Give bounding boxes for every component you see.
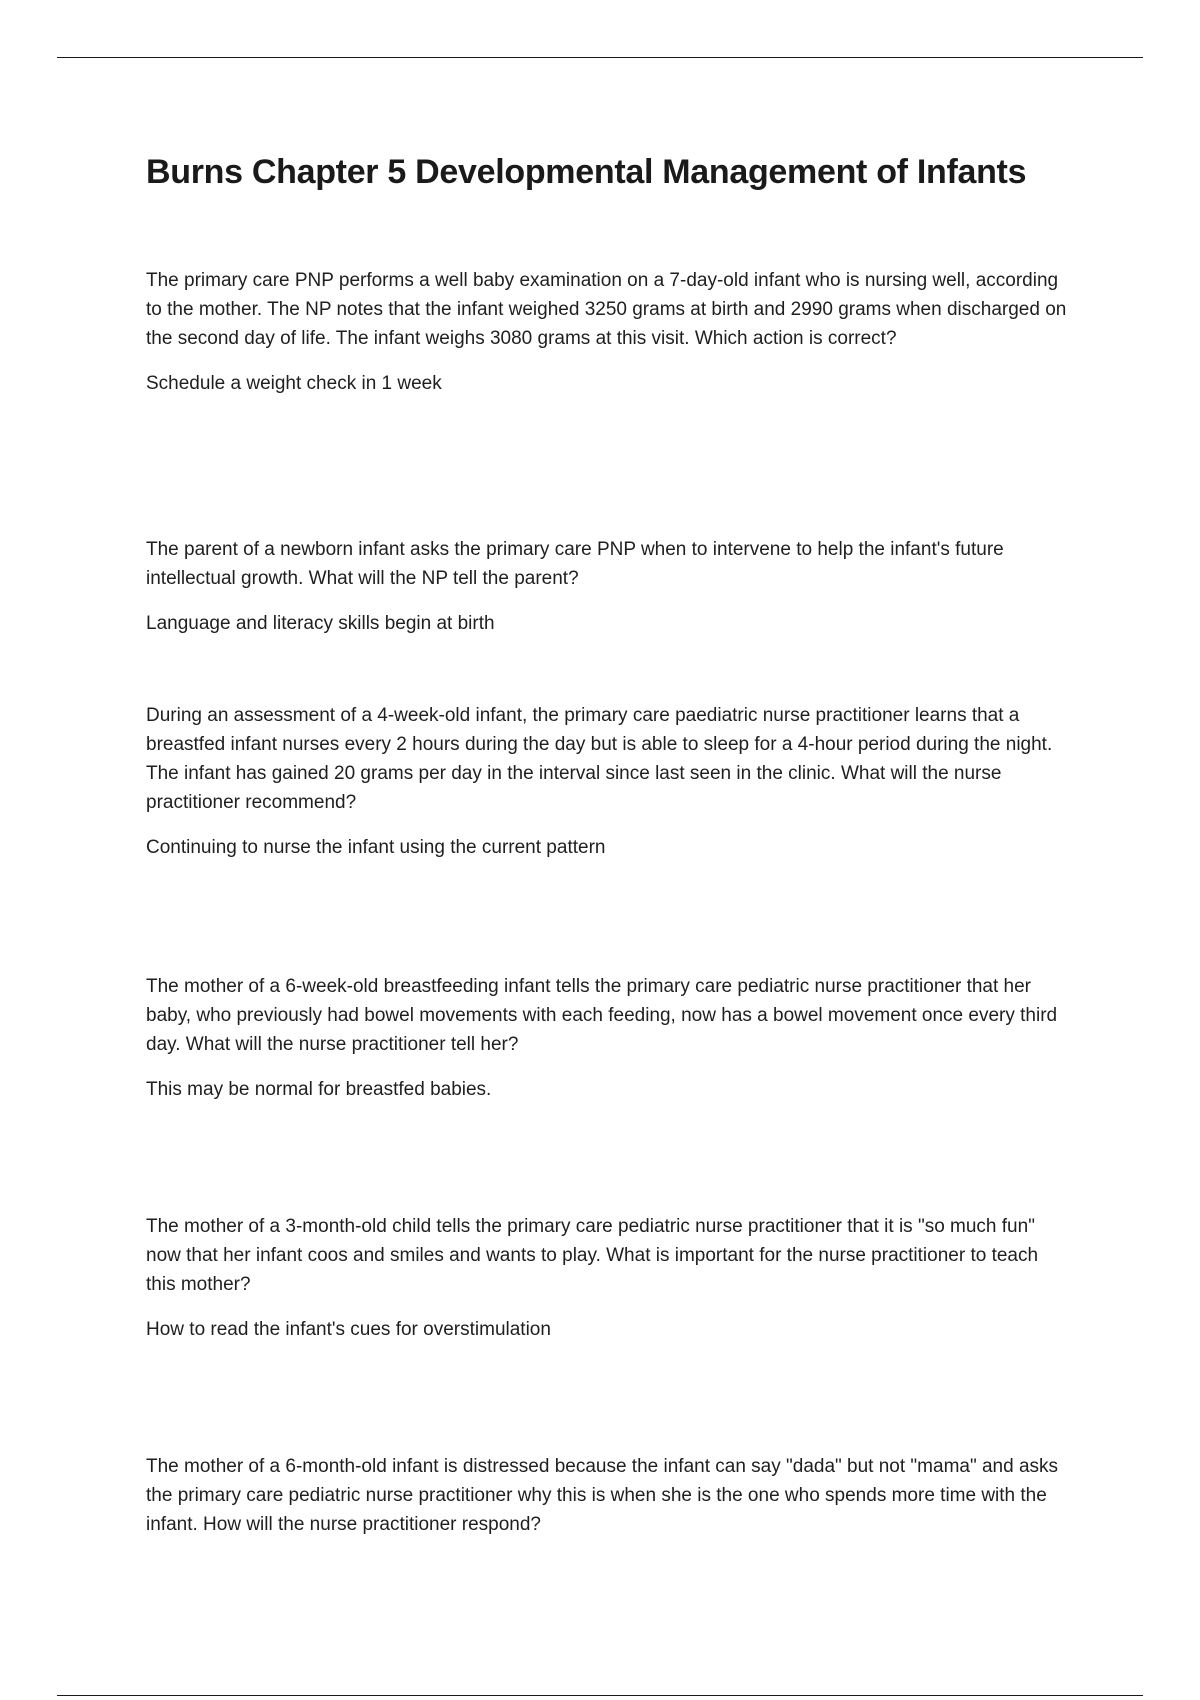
answer-text: Continuing to nurse the infant using the current pattern (146, 837, 606, 858)
answer-text: Schedule a weight check in 1 week (146, 373, 442, 394)
qa-item-6 (146, 1452, 1071, 1539)
qa-item-1 (146, 266, 1071, 398)
qa-item-3 (146, 701, 1071, 862)
qa-item-2 (146, 535, 1071, 638)
question-text: During an assessment of a 4-week-old infant, the primary care paediatric nurse practitioner learns that a breastfed infant nurses every 2 hours during the day but is able to sleep for a 4-hour period during the night. The infant has gained 20 grams per day in the interval since last seen in the clinic. What will the nurse practitioner recommend? (146, 705, 1053, 813)
question-text: The parent of a newborn infant asks the primary care PNP when to intervene to help the infant's future intellectual growth. What will the NP tell the parent? (146, 539, 1004, 589)
qa-item-4 (146, 972, 1071, 1104)
footer-rule (57, 1695, 1143, 1696)
qa-item-5 (146, 1212, 1071, 1344)
question-text: The mother of a 6-month-old infant is distressed because the infant can say "dada" but not "mama" and asks the primary care pediatric nurse practitioner why this is when she is the one who spends more time with the infant. How will the nurse practitioner respond? (146, 1456, 1059, 1535)
header-rule (57, 57, 1143, 58)
answer-text: This may be normal for breastfed babies. (146, 1079, 492, 1100)
question-text: The primary care PNP performs a well baby examination on a 7-day-old infant who is nursing well, according to the mother. The NP notes that the infant weighed 3250 grams at birth and 2990 grams when discharged on the second day of life. The infant weighs 3080 grams at this visit. Which action is correct? (146, 270, 1067, 349)
document-body (146, 145, 1066, 199)
document-title: Burns Chapter 5 Developmental Management of Infants (146, 153, 1027, 191)
question-text: The mother of a 3-month-old child tells the primary care pediatric nurse practitioner that it is "so much fun" now that her infant coos and smiles and wants to play. What is important for the nurse practitioner to teach this mother? (146, 1216, 1039, 1295)
question-text: The mother of a 6-week-old breastfeeding infant tells the primary care pediatric nurse practitioner that her baby, who previously had bowel movements with each feeding, now has a bowel movement once every third day. What will the nurse practitioner tell her? (146, 976, 1058, 1055)
answer-text: How to read the infant's cues for overstimulation (146, 1319, 551, 1340)
answer-text: Language and literacy skills begin at birth (146, 613, 495, 634)
